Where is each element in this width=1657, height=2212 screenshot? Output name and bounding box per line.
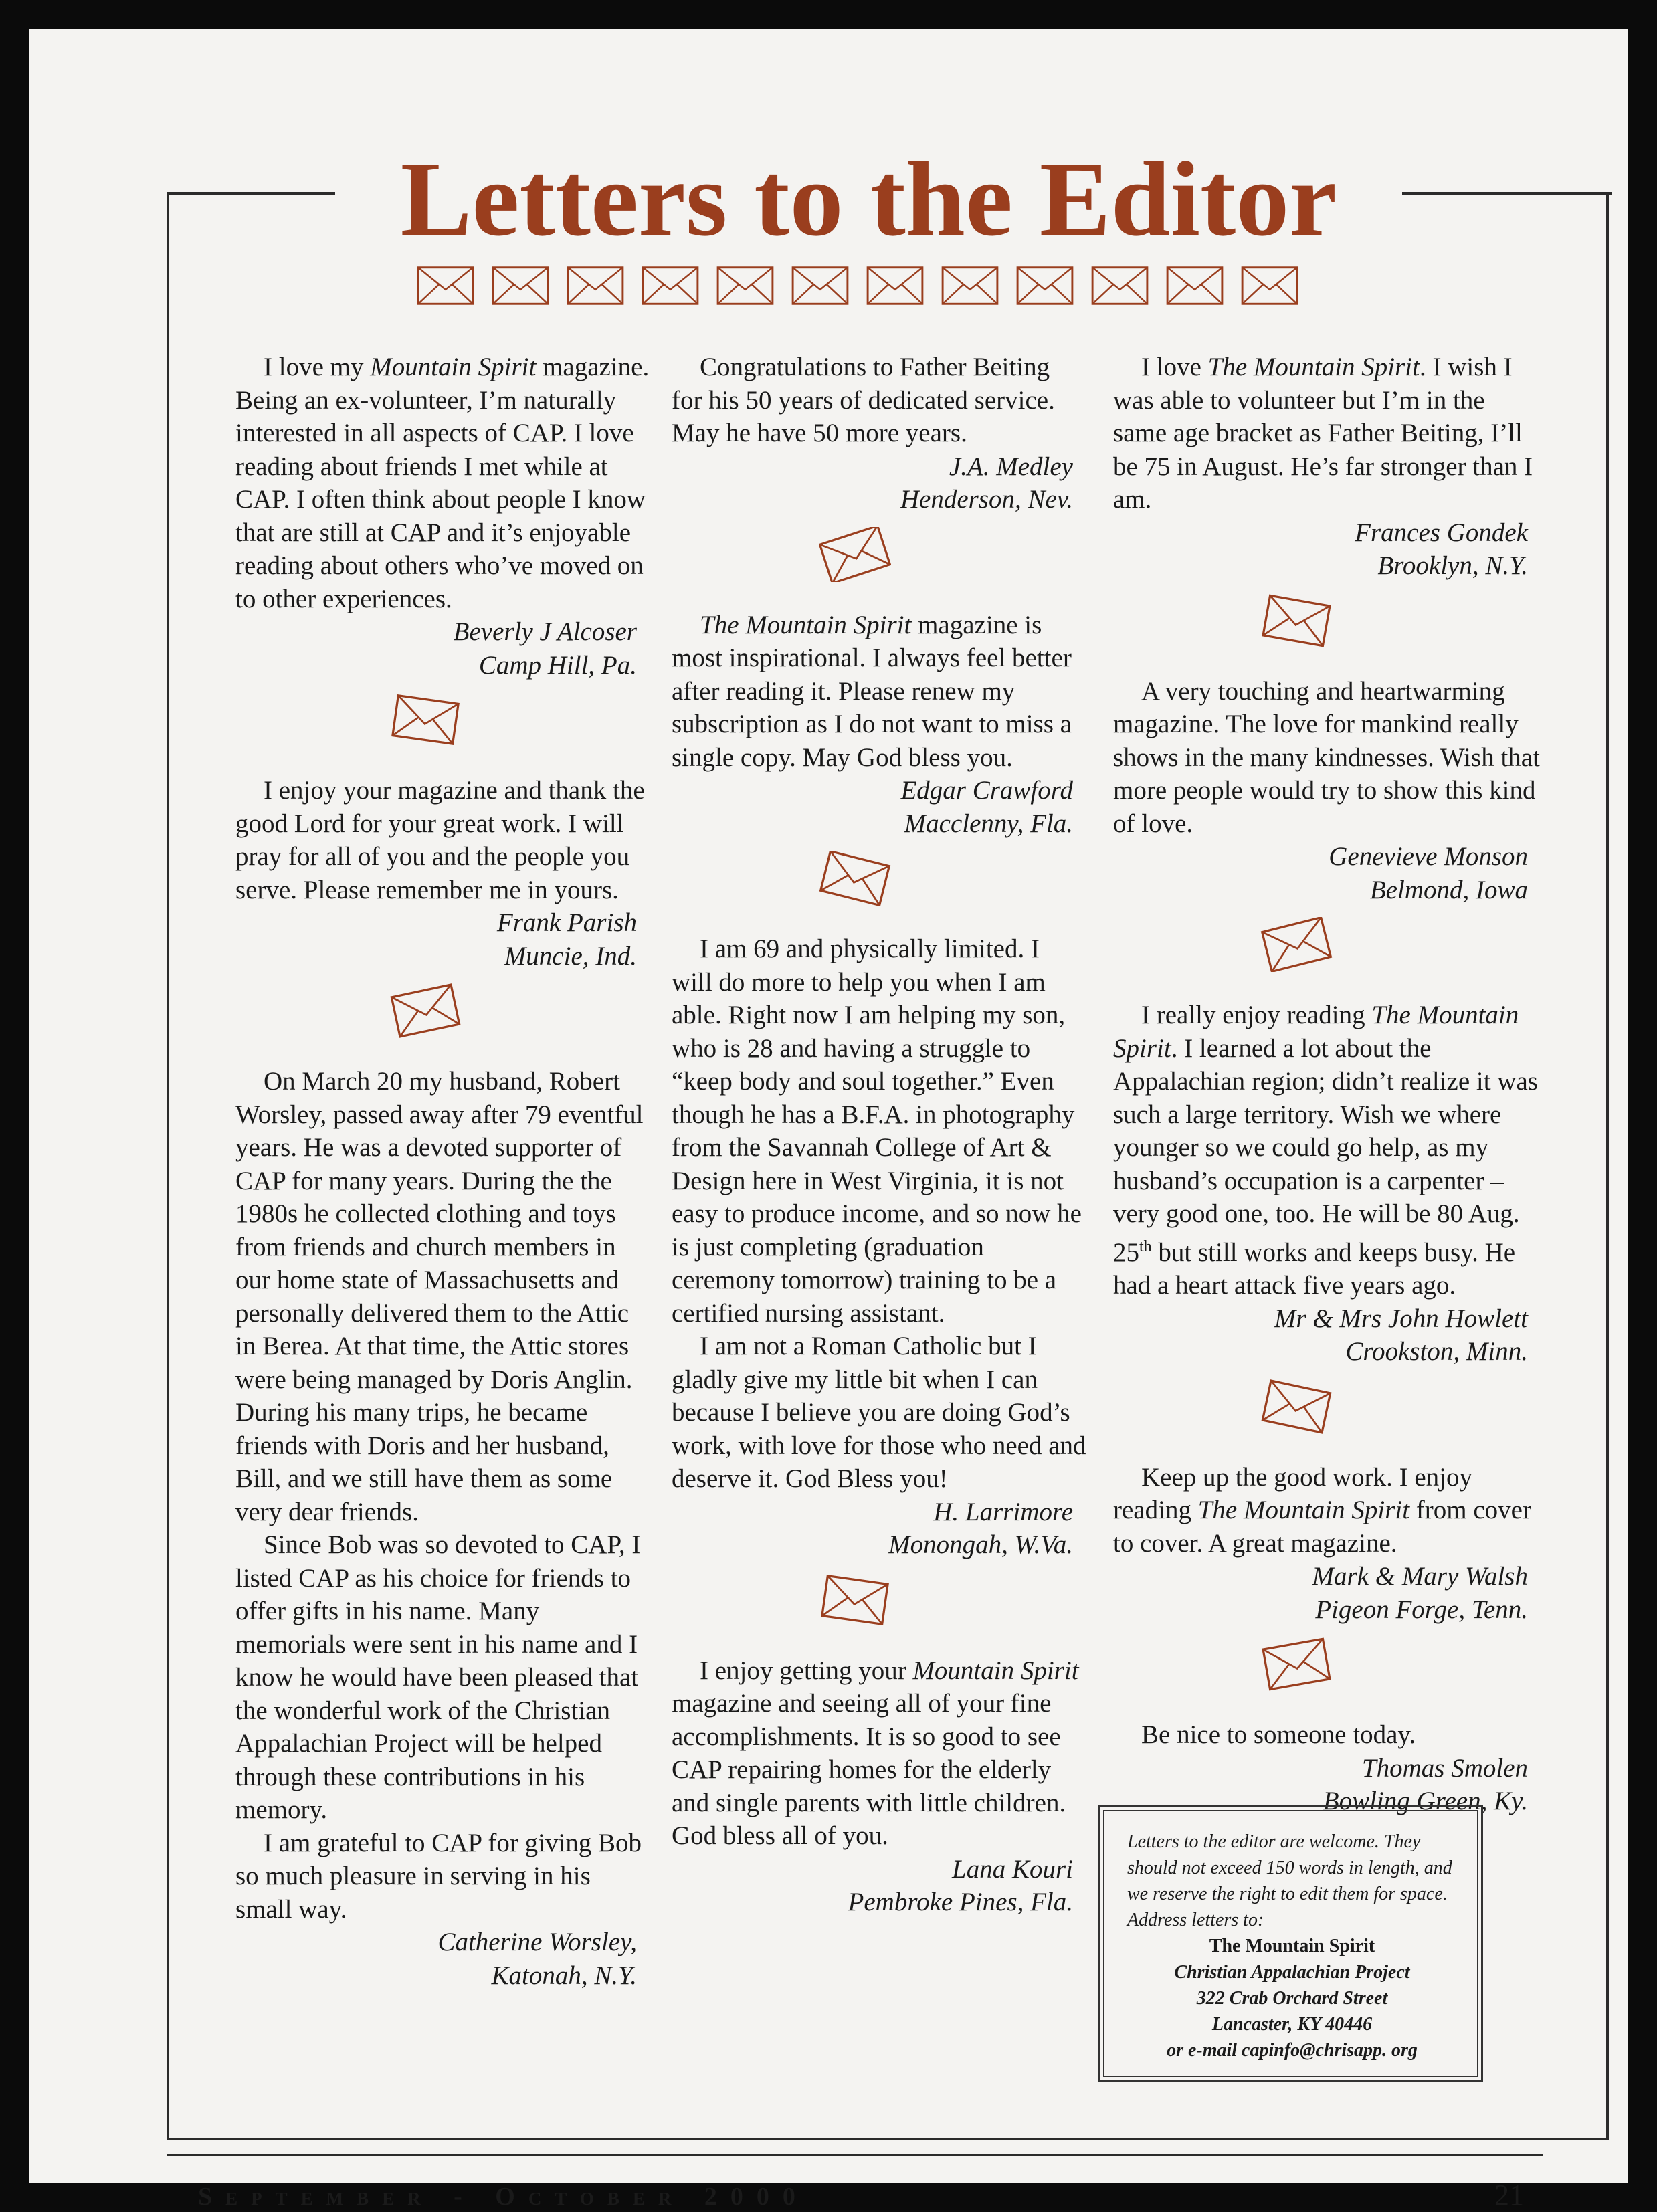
signature-line: Katonah, N.Y. bbox=[491, 1960, 637, 1990]
envelope-icon bbox=[819, 851, 891, 906]
envelope-icon bbox=[1260, 1379, 1333, 1434]
signature-line: Catherine Worsley, bbox=[437, 1928, 637, 1956]
letter-paragraph: Be nice to someone today. bbox=[1141, 1720, 1416, 1749]
letter-divider-envelope bbox=[1260, 1379, 1333, 1434]
letter bbox=[235, 350, 650, 682]
letter-paragraph: A very touching and heartwarming magazine. The love for mankind really shows in the many kindnesses. Wish that more people would try to show this kind of love. bbox=[1113, 676, 1540, 838]
letter-divider-envelope bbox=[819, 527, 891, 582]
envelope-icon bbox=[862, 261, 928, 310]
envelope-icon bbox=[712, 261, 778, 310]
envelope-icon bbox=[1162, 261, 1228, 310]
envelope-icon bbox=[1260, 1637, 1333, 1692]
footer-rule bbox=[167, 2154, 1543, 2156]
banner-envelope bbox=[1162, 261, 1228, 310]
signature-line: Frank Parish bbox=[496, 908, 637, 937]
column-2 bbox=[672, 350, 1086, 1919]
banner-envelope bbox=[1012, 261, 1078, 310]
letter-divider-envelope bbox=[1260, 593, 1333, 648]
banner-envelope bbox=[712, 261, 778, 310]
letter bbox=[672, 609, 1086, 841]
letter bbox=[672, 350, 1086, 516]
letter-paragraph: I love The Mountain Spirit. I wish I was able to volunteer but I’m in the same age bracket as Father Beiting, I’ll be 75 in August. He’s far stronger than I am. bbox=[1113, 353, 1533, 514]
column-3 bbox=[1113, 350, 1541, 1818]
signature-line: Beverly J Alcoser bbox=[453, 617, 637, 646]
column-1 bbox=[235, 350, 650, 1992]
submission-address bbox=[1127, 1933, 1457, 2064]
banner-envelope bbox=[563, 261, 628, 310]
letter-signature bbox=[235, 906, 650, 973]
submission-note-box bbox=[1098, 1805, 1483, 2082]
signature-line: Lana Kouri bbox=[952, 1854, 1073, 1884]
signature-line: Edgar Crawford bbox=[900, 776, 1073, 805]
envelope-icon bbox=[787, 261, 853, 310]
address-email: or e-mail capinfo@chrisapp. org bbox=[1167, 2040, 1418, 2061]
banner-envelope bbox=[862, 261, 928, 310]
envelope-icon bbox=[1237, 261, 1302, 310]
letter-divider-envelope bbox=[389, 983, 462, 1038]
envelope-icon bbox=[638, 261, 703, 310]
letter-paragraph: I really enjoy reading The Mountain Spirit. I learned a lot about the Appalachian region; didn’t realize it was such a large territory. Wish we where younger so we could go help, as my husband’s occupation is a carpenter – very good one, too. He will be 80 Aug. 25th but still works and keeps busy. He had a heart attack five years ago. bbox=[1113, 1001, 1538, 1300]
letter-signature bbox=[672, 1496, 1086, 1562]
envelope-banner bbox=[413, 250, 1308, 301]
letter-signature bbox=[235, 1926, 650, 1992]
banner-envelope bbox=[1237, 261, 1302, 310]
letter-signature bbox=[672, 1853, 1086, 1919]
submission-note-inner bbox=[1103, 1810, 1478, 2077]
envelope-icon bbox=[819, 1573, 891, 1627]
letter-paragraph: I am 69 and physically limited. I will do more to help you when I am able. Right now I am helping my son, who is 28 and having a struggle to “keep body and soul together.” Even though he has a B.F.A. in photography from the Savannah College of Art & Design here in West Virginia, it is not easy to produce income, and so now he is just completing (graduation ceremony tomorrow) training to be a certified nursing assistant. bbox=[672, 934, 1082, 1328]
letter-signature bbox=[235, 615, 650, 682]
letter bbox=[235, 774, 650, 973]
envelope-icon bbox=[488, 261, 553, 310]
letter bbox=[235, 1065, 650, 1992]
letter-paragraph: I love my Mountain Spirit magazine. Being an ex-volunteer, I’m naturally interested in all aspects of CAP. I love reading about friends I met while at CAP. I often think about people I know that are still at CAP and it’s enjoyable reading about others who’ve moved on to other experiences. bbox=[235, 353, 650, 613]
envelope-icon bbox=[1260, 917, 1333, 972]
letter-signature bbox=[1113, 1302, 1541, 1369]
signature-line: Pembroke Pines, Fla. bbox=[848, 1888, 1073, 1916]
letter-divider-envelope bbox=[819, 851, 891, 906]
signature-line: Pigeon Forge, Tenn. bbox=[1315, 1595, 1528, 1624]
letter bbox=[1113, 350, 1541, 583]
signature-line: Thomas Smolen bbox=[1361, 1753, 1528, 1783]
letter bbox=[1113, 1718, 1541, 1818]
letter-divider-envelope bbox=[1260, 1637, 1333, 1692]
letter-paragraph: The Mountain Spirit magazine is most inspirational. I always feel better after reading it. Please renew my subscription as I do not want to miss a single copy. May God bless you. bbox=[672, 610, 1072, 772]
address-line: Christian Appalachian Project bbox=[1174, 1962, 1410, 1983]
letter-paragraph: I am not a Roman Catholic but I gladly give my little bit when I can because I believe you are doing God’s work, with love for those who need and deserve it. God Bless you! bbox=[672, 1332, 1086, 1493]
signature-line: Belmond, Iowa bbox=[1369, 875, 1528, 904]
letter-signature bbox=[1113, 1560, 1541, 1626]
signature-line: Henderson, Nev. bbox=[900, 485, 1073, 514]
address-line: 322 Crab Orchard Street bbox=[1196, 1988, 1388, 2009]
envelope-icon bbox=[413, 261, 478, 310]
signature-line: Muncie, Ind. bbox=[504, 941, 637, 971]
envelope-icon bbox=[389, 692, 462, 747]
signature-line: Bowling Green, Ky. bbox=[1323, 1787, 1528, 1815]
envelope-icon bbox=[819, 527, 891, 582]
letter-paragraph: On March 20 my husband, Robert Worsley, passed away after 79 eventful years. He was a devoted supporter of CAP for many years. During the the 1980s he collected clothing and toys from friends and church members in our home state of Massachusetts and personally delivered them to the Attic in Berea. At that time, the Attic stores were being managed by Doris Anglin. During his many trips, he became friends with Doris and her husband, Bill, and we still have them as some very dear friends. bbox=[235, 1067, 644, 1526]
letter-paragraph: I enjoy your magazine and thank the good Lord for your great work. I will pray for all of you and the people you serve. Please remember me in yours. bbox=[235, 776, 645, 904]
banner-envelope bbox=[638, 261, 703, 310]
signature-line: Genevieve Monson bbox=[1329, 842, 1528, 871]
envelope-icon bbox=[937, 261, 1003, 310]
page-title: Letters to the Editor bbox=[400, 139, 1337, 258]
banner-envelope bbox=[787, 261, 853, 310]
letter-signature bbox=[672, 450, 1086, 516]
signature-line: Frances Gondek bbox=[1355, 518, 1528, 547]
letter-signature bbox=[1113, 840, 1541, 906]
letter bbox=[1113, 675, 1541, 907]
signature-line: Crookston, Minn. bbox=[1345, 1337, 1528, 1366]
signature-line: Brooklyn, N.Y. bbox=[1377, 551, 1528, 580]
letter bbox=[1113, 999, 1541, 1369]
signature-line: J.A. Medley bbox=[949, 451, 1073, 481]
banner-envelope bbox=[413, 261, 478, 310]
envelope-icon bbox=[1012, 261, 1078, 310]
address-line: The Mountain Spirit bbox=[1209, 1936, 1375, 1956]
letter-divider-envelope bbox=[389, 692, 462, 747]
envelope-icon bbox=[1260, 593, 1333, 648]
letter-paragraph: Keep up the good work. I enjoy reading The Mountain Spirit from cover to cover. A great magazine. bbox=[1113, 1462, 1531, 1558]
letter bbox=[672, 1654, 1086, 1919]
letter-paragraph: Congratulations to Father Beiting for his 50 years of dedicated service. May he have 50 more years. bbox=[672, 353, 1055, 447]
page-number: 21 bbox=[1494, 2179, 1524, 2211]
issue-date: September - October 2000 bbox=[198, 2183, 809, 2211]
letter bbox=[672, 932, 1086, 1562]
letter-paragraph: Since Bob was so devoted to CAP, I listed CAP as his choice for friends to offer gifts in his name. Many memorials were sent in his name and I know he would have been pleased that the wonderful work of the Christian Appalachian Project will be helped through these contributions in his memory. bbox=[235, 1530, 641, 1824]
letter bbox=[1113, 1461, 1541, 1627]
letter-divider-envelope bbox=[1260, 917, 1333, 972]
submission-note-text: Letters to the editor are welcome. They should not exceed 150 words in length, and we reserve the right to edit them for space. Address letters to: bbox=[1127, 1831, 1452, 1930]
banner-envelope bbox=[937, 261, 1003, 310]
envelope-icon bbox=[1087, 261, 1153, 310]
letter-divider-envelope bbox=[819, 1573, 891, 1627]
signature-line: Camp Hill, Pa. bbox=[478, 650, 637, 680]
signature-line: Macclenny, Fla. bbox=[904, 809, 1073, 838]
envelope-icon bbox=[389, 983, 462, 1038]
magazine-page bbox=[29, 29, 1628, 2211]
letter-signature bbox=[672, 774, 1086, 840]
banner-envelope bbox=[1087, 261, 1153, 310]
frame-top-rule-right bbox=[1402, 192, 1612, 195]
banner-envelope bbox=[488, 261, 553, 310]
signature-line: Mr & Mrs John Howlett bbox=[1274, 1304, 1528, 1333]
signature-line: Monongah, W.Va. bbox=[888, 1530, 1073, 1559]
letter-paragraph: I enjoy getting your Mountain Spirit magazine and seeing all of your fine accomplishments. It is so good to see CAP repairing homes for the elderly and single parents with little children. God bless all of you. bbox=[672, 1655, 1079, 1850]
frame-top-rule-left bbox=[167, 192, 335, 195]
signature-line: Mark & Mary Walsh bbox=[1312, 1562, 1528, 1591]
letter-paragraph: I am grateful to CAP for giving Bob so much pleasure in serving in his small way. bbox=[235, 1828, 642, 1924]
letter-signature bbox=[1113, 516, 1541, 583]
envelope-icon bbox=[563, 261, 628, 310]
signature-line: H. Larrimore bbox=[933, 1497, 1073, 1526]
address-line: Lancaster, KY 40446 bbox=[1211, 2014, 1373, 2035]
